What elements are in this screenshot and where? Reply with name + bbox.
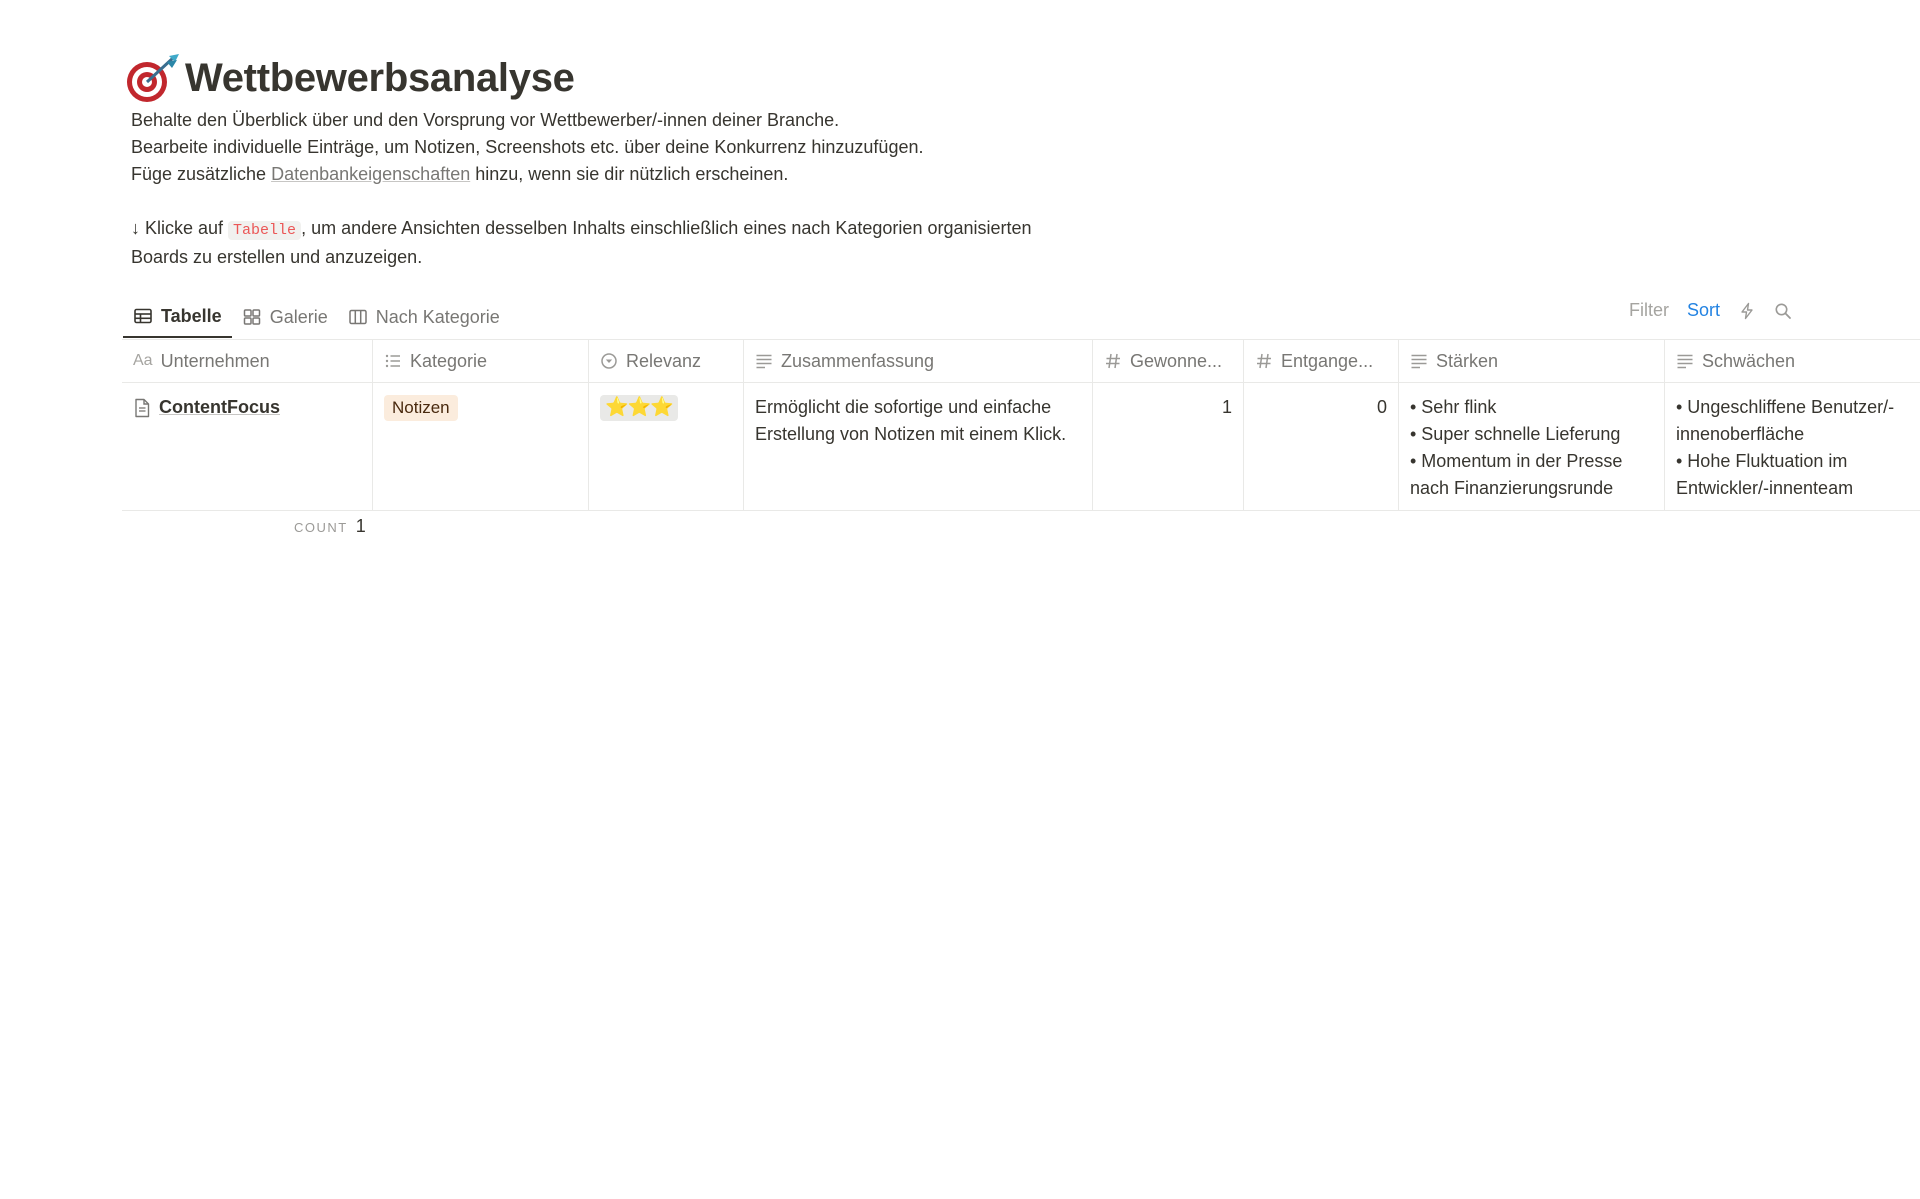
title-row	[125, 52, 575, 104]
cell-zusammenfassung[interactable]: Ermöglicht die sofortige und einfache Erstellung von Notizen mit einem Klick.	[744, 383, 1093, 510]
table-header-row	[122, 340, 1920, 383]
count-footer[interactable]	[294, 516, 366, 537]
page-icon	[133, 398, 151, 418]
search-icon	[1774, 302, 1792, 320]
multi-select-icon	[384, 352, 402, 370]
inline-code: Tabelle	[228, 221, 301, 240]
page-title[interactable]: Wettbewerbsanalyse	[185, 55, 575, 100]
column-label: Stärken	[1436, 350, 1499, 371]
select-icon	[600, 352, 618, 370]
tab-label: Nach Kategorie	[375, 306, 500, 327]
tab-by-category[interactable]	[338, 296, 510, 338]
title-aa-icon: Aa	[133, 352, 153, 369]
tab-label: Tabelle	[161, 305, 222, 326]
description-spacer	[131, 188, 1131, 215]
count-label: COUNT	[294, 520, 348, 535]
column-label: Entgange...	[1281, 350, 1374, 371]
category-tag: Notizen	[384, 395, 458, 421]
cell-relevanz[interactable]	[589, 383, 744, 510]
tab-label: Galerie	[269, 306, 328, 327]
column-header-gewonnen[interactable]	[1093, 340, 1244, 382]
number-icon	[1255, 352, 1273, 370]
board-icon	[348, 307, 368, 327]
automation-button[interactable]	[1738, 302, 1756, 320]
number-icon	[1104, 352, 1122, 370]
strength-item: • Sehr flink	[1410, 397, 1497, 417]
description-text: hinzu, wenn sie dir nützlich erscheinen.	[470, 164, 789, 184]
cell-gewonnen[interactable]: 1	[1093, 383, 1244, 510]
sort-button[interactable]: Sort	[1686, 300, 1720, 320]
page-description	[131, 107, 1131, 271]
count-value: 1	[355, 516, 366, 536]
view-tabs	[123, 296, 510, 340]
column-label: Schwächen	[1702, 350, 1796, 371]
description-text: Füge zusätzliche	[131, 164, 272, 184]
view-actions	[1629, 300, 1792, 321]
description-text: , um andere Ansichten desselben Inhalts einschließlich eines nach Kategorien organisierten	[301, 218, 1032, 238]
description-line: Behalte den Überblick über und den Vorsprung vor Wettbewerber/-innen deiner Branche.	[131, 110, 840, 130]
column-label: Gewonne...	[1130, 350, 1223, 371]
cell-schwaechen[interactable]	[1665, 383, 1920, 510]
table-row[interactable]	[122, 383, 1920, 511]
cell-entgangen[interactable]: 0	[1244, 383, 1399, 510]
tab-gallery[interactable]	[232, 296, 338, 338]
gallery-icon	[242, 307, 262, 327]
column-label: Zusammenfassung	[781, 350, 935, 371]
strength-item: • Momentum in der Presse nach Finanzierungsrunde	[1410, 451, 1623, 498]
column-label: Relevanz	[626, 350, 702, 371]
column-label: Kategorie	[410, 350, 488, 371]
column-header-relevanz[interactable]	[589, 340, 744, 382]
description-line: Bearbeite individuelle Einträge, um Notizen, Screenshots etc. über deine Konkurrenz hinzuzufügen.	[131, 137, 924, 157]
description-line: Boards zu erstellen und anzuzeigen.	[131, 247, 423, 267]
database-table	[122, 339, 1920, 511]
tab-table[interactable]	[123, 296, 232, 338]
search-button[interactable]	[1774, 302, 1792, 320]
column-label: Unternehmen	[160, 350, 270, 371]
table-icon	[133, 306, 153, 326]
cell-kategorie[interactable]	[373, 383, 589, 510]
column-header-staerken[interactable]	[1399, 340, 1665, 382]
strength-item: • Super schnelle Lieferung	[1410, 424, 1621, 444]
cell-unternehmen[interactable]	[122, 383, 373, 510]
text-icon	[1410, 352, 1428, 370]
filter-button[interactable]: Filter	[1628, 300, 1669, 320]
description-line	[131, 161, 1131, 188]
text-icon	[1676, 352, 1694, 370]
relevance-stars: ⭐⭐⭐	[600, 395, 678, 421]
weakness-item: • Hohe Fluktuation im Entwickler/-innenteam	[1676, 451, 1854, 498]
column-header-entgangen[interactable]	[1244, 340, 1399, 382]
description-line	[131, 215, 1131, 244]
description-text: ↓ Klicke auf	[131, 218, 229, 238]
column-header-zusammenfassung[interactable]	[744, 340, 1093, 382]
weakness-item: • Ungeschliffene Benutzer/-innenoberfläche	[1676, 397, 1895, 444]
database-properties-link[interactable]: Datenbankeigenschaften	[271, 164, 471, 184]
cell-staerken[interactable]	[1399, 383, 1665, 510]
target-dart-icon[interactable]	[125, 52, 181, 104]
page-link-label: ContentFocus	[159, 397, 280, 417]
column-header-kategorie[interactable]	[373, 340, 589, 382]
text-icon	[755, 352, 773, 370]
column-header-schwaechen[interactable]	[1665, 340, 1920, 382]
column-header-unternehmen[interactable]	[122, 340, 373, 382]
lightning-icon	[1738, 302, 1756, 320]
page-link[interactable]	[133, 394, 280, 421]
